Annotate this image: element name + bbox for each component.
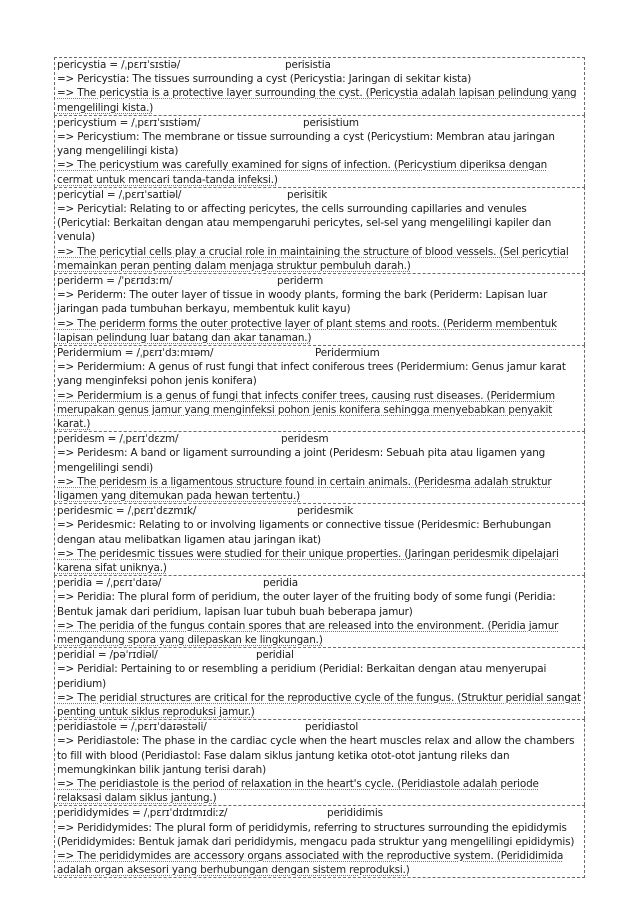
- example-sentence: => The pericystia is a protective layer surrounding the cyst. (Pericystia adalah lapisan pelindung yang mengelilingi kista.): [57, 87, 577, 114]
- headword: pericystium = /ˌpɛrɪˈsɪstiəm/: [57, 116, 201, 129]
- example-sentence: => The periderm forms the outer protective layer of plant stems and roots. (Periderm membentuk lapisan pelindung luar batang dan akar tanaman.): [57, 317, 557, 344]
- example-sentence: => The peridia of the fungus contain spores that are released into the environment. (Peridia jamur mengandung spora yang dilepaskan ke lingkungan.): [57, 619, 559, 646]
- headword-line: [57, 274, 582, 288]
- definition: => Peridermium: A genus of rust fungi that infect coniferous trees (Peridermium: Genus jamur karat yang menginfeksi pohon jenis konifera): [57, 361, 566, 388]
- definition: => Peridesmic: Relating to or involving ligaments or connective tissue (Peridesmic: Berhubungan dengan atau melibatkan ligamen atau jaringan ikat): [57, 519, 552, 546]
- headword: perididymides = /ˌpɛrɪˈdɪdɪmɪdiːz/: [57, 807, 228, 820]
- translation: peridesmik: [297, 505, 354, 518]
- example-sentence: => The pericystium was carefully examined for signs of infection. (Pericystium diperiksa dengan cermat untuk mencari tanda-tanda infeksi.): [57, 159, 548, 186]
- example-sentence: => The pericytial cells play a crucial role in maintaining the structure of blood vessels. (Sel pericytial memainkan peran penting dalam menjaga struktur pembuluh darah.): [57, 245, 569, 272]
- headword-line: [57, 116, 582, 130]
- dictionary-entry: [54, 273, 585, 345]
- translation: perididimis: [327, 807, 383, 820]
- dictionary-entry: [54, 187, 585, 273]
- translation: peridesm: [281, 433, 329, 446]
- headword: pericytial = /ˌpɛrɪˈsaɪtiəl/: [57, 188, 182, 201]
- example-sentence: => The peridesm is a ligamentous structure found in certain animals. (Peridesma adalah struktur ligamen yang ditemukan pada hewan tertentu.): [57, 475, 552, 502]
- headword: peridesmic = /ˌpɛrɪˈdɛzmɪk/: [57, 505, 197, 518]
- headword-line: [57, 432, 582, 446]
- dictionary-entry: [54, 431, 585, 503]
- translation: peridia: [263, 577, 298, 590]
- dictionary-page: [54, 57, 585, 878]
- headword: peridiastole = /ˌpɛrɪˈdaɪəstəli/: [57, 721, 207, 734]
- headword: periderm = /ˈpɛrɪdɜːm/: [57, 275, 173, 287]
- translation: perisistium: [303, 116, 359, 129]
- headword-line: [57, 188, 582, 202]
- headword: peridial = /pəˈrɪdiəl/: [57, 649, 158, 662]
- dictionary-entry: [54, 345, 585, 431]
- definition: => Perididymides: The plural form of perididymis, referring to structures surrounding the epididymis (Perididymides: Bentuk jamak dari perididymis, mengacu pada struktur yang mengelilingi epididymis): [57, 821, 575, 848]
- headword-line: [57, 806, 582, 820]
- translation: perisistia: [285, 59, 331, 71]
- dictionary-entry: [54, 115, 585, 187]
- example-sentence: => The perididymides are accessory organs associated with the reproductive system. (Perididimida adalah organ aksesori yang berhubungan dengan sistem reproduksi.): [57, 850, 564, 877]
- translation: Peridermium: [315, 347, 380, 359]
- headword-line: [57, 58, 582, 72]
- definition: => Peridial: Pertaining to or resembling a peridium (Peridial: Berkaitan dengan atau menyerupai peridium): [57, 663, 547, 690]
- headword-line: [57, 720, 582, 734]
- translation: periderm: [277, 275, 324, 287]
- headword-line: [57, 648, 582, 662]
- dictionary-entry: [54, 503, 585, 575]
- definition: => Periderm: The outer layer of tissue in woody plants, forming the bark (Periderm: Lapisan luar jaringan pada tumbuhan berkayu, membentuk kulit kayu): [57, 289, 548, 316]
- definition: => Peridiastole: The phase in the cardiac cycle when the heart muscles relax and allow the chambers to fill with blood (Peridiastol: Fase dalam siklus jantung ketika otot-otot jantung rileks dan memungkinkan bilik jantung terisi darah): [57, 735, 575, 776]
- definition: => Peridia: The plural form of peridium, the outer layer of the fruiting body of some fungi (Peridia: Bentuk jamak dari peridium, lapisan luar tubuh buah beberapa jamur): [57, 591, 556, 618]
- translation: peridiastol: [305, 721, 359, 734]
- dictionary-entry: [54, 57, 585, 115]
- example-sentence: => Peridermium is a genus of fungi that infects conifer trees, causing rust diseases. (Peridermium merupakan genus jamur yang menginfeksi pohon jenis konifera sehingga menyebabkan penyakit karat.): [57, 389, 556, 430]
- translation: peridial: [256, 649, 294, 662]
- headword: peridia = /ˌpɛrɪˈdaɪə/: [57, 577, 162, 590]
- headword: pericystia = /ˌpɛrɪˈsɪstiə/: [57, 59, 181, 71]
- example-sentence: => The peridial structures are critical for the reproductive cycle of the fungus. (Struktur peridial sangat penting untuk siklus reproduksi jamur.): [57, 691, 581, 718]
- definition: => Pericystium: The membrane or tissue surrounding a cyst (Pericystium: Membran atau jaringan yang mengelilingi kista): [57, 130, 555, 158]
- headword-line: [57, 504, 582, 518]
- definition: => Pericytial: Relating to or affecting pericytes, the cells surrounding capillaries and venules (Pericytial: Berkaitan dengan atau mempengaruhi pericytes, sel-sel yang mengelilingi kapiler dan venula): [57, 202, 552, 244]
- dictionary-entry: [54, 647, 585, 719]
- translation: perisitik: [287, 188, 328, 201]
- dictionary-entry: [54, 575, 585, 647]
- dictionary-entry: [54, 805, 585, 878]
- example-sentence: => The peridiastole is the period of relaxation in the heart's cycle. (Peridiastole adalah periode relaksasi dalam siklus jantung.): [57, 778, 539, 805]
- headword-line: [57, 346, 582, 360]
- definition: => Pericystia: The tissues surrounding a cyst (Pericystia: Jaringan di sekitar kista): [57, 73, 472, 86]
- headword-line: [57, 576, 582, 590]
- definition: => Peridesm: A band or ligament surrounding a joint (Peridesm: Sebuah pita atau ligamen yang mengelilingi sendi): [57, 447, 546, 474]
- example-sentence: => The peridesmic tissues were studied for their unique properties. (Jaringan peridesmik dipelajari karena sifat uniknya.): [57, 547, 559, 574]
- dictionary-entry: [54, 719, 585, 805]
- headword: Peridermium = /ˌpɛrɪˈdɜːmɪəm/: [57, 347, 214, 359]
- headword: peridesm = /ˌpɛrɪˈdɛzm/: [57, 433, 179, 446]
